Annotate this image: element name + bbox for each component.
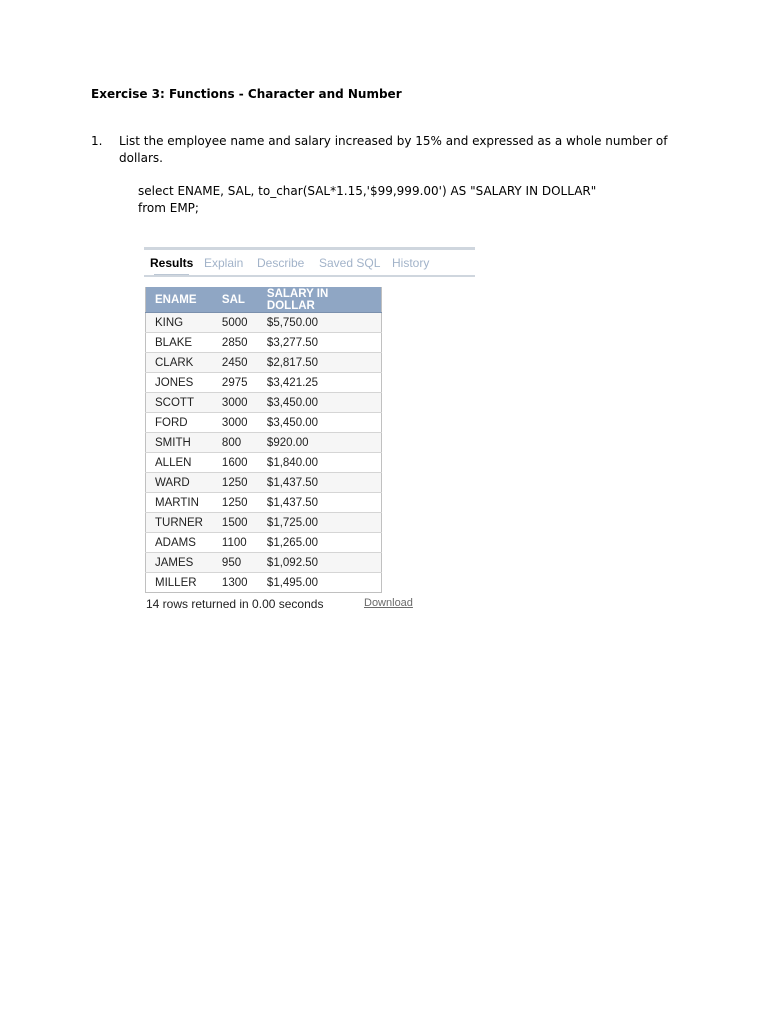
cell-sal: 1100 [213, 533, 258, 553]
rows-returned-status: 14 rows returned in 0.00 seconds [146, 597, 324, 611]
cell-ename: FORD [146, 413, 213, 433]
tab-bar-bottom-border [144, 275, 475, 277]
cell-sal: 1300 [213, 573, 258, 593]
cell-ename: ALLEN [146, 453, 213, 473]
cell-salary-in-dollar: $3,277.50 [258, 333, 382, 353]
cell-sal: 2850 [213, 333, 258, 353]
cell-sal: 3000 [213, 393, 258, 413]
results-tab-bar [144, 247, 475, 277]
table-row [146, 333, 382, 353]
cell-ename: TURNER [146, 513, 213, 533]
cell-sal: 3000 [213, 413, 258, 433]
table-row [146, 393, 382, 413]
table-header-row [146, 287, 382, 313]
table-row [146, 373, 382, 393]
sql-query-line-2: from EMP; [138, 201, 199, 215]
table-row [146, 473, 382, 493]
column-header-ename[interactable]: ENAME [146, 287, 213, 313]
cell-sal: 950 [213, 553, 258, 573]
cell-salary-in-dollar: $3,450.00 [258, 393, 382, 413]
cell-salary-in-dollar: $5,750.00 [258, 313, 382, 333]
cell-salary-in-dollar: $920.00 [258, 433, 382, 453]
cell-salary-in-dollar: $2,817.50 [258, 353, 382, 373]
tab-saved-sql[interactable]: Saved SQL [319, 256, 381, 270]
cell-salary-in-dollar: $1,840.00 [258, 453, 382, 473]
cell-salary-in-dollar: $3,421.25 [258, 373, 382, 393]
cell-ename: CLARK [146, 353, 213, 373]
table-row [146, 313, 382, 333]
cell-salary-in-dollar: $3,450.00 [258, 413, 382, 433]
cell-ename: MARTIN [146, 493, 213, 513]
cell-ename: JAMES [146, 553, 213, 573]
cell-salary-in-dollar: $1,092.50 [258, 553, 382, 573]
cell-salary-in-dollar: $1,495.00 [258, 573, 382, 593]
table-row [146, 353, 382, 373]
column-header-salary-in-dollar[interactable]: SALARY IN DOLLAR [258, 287, 382, 313]
table-row [146, 573, 382, 593]
cell-ename: MILLER [146, 573, 213, 593]
cell-ename: SCOTT [146, 393, 213, 413]
table-row [146, 453, 382, 473]
sql-query-line-1: select ENAME, SAL, to_char(SAL*1.15,'$99,999.00') AS "SALARY IN DOLLAR" [138, 184, 597, 198]
cell-sal: 2450 [213, 353, 258, 373]
table-row [146, 553, 382, 573]
cell-sal: 2975 [213, 373, 258, 393]
tab-describe[interactable]: Describe [257, 256, 305, 270]
table-row [146, 433, 382, 453]
download-link[interactable]: Download [364, 597, 413, 609]
tab-explain[interactable]: Explain [204, 256, 244, 270]
cell-sal: 5000 [213, 313, 258, 333]
cell-ename: KING [146, 313, 213, 333]
cell-ename: BLAKE [146, 333, 213, 353]
cell-ename: JONES [146, 373, 213, 393]
cell-ename: ADAMS [146, 533, 213, 553]
tab-results[interactable]: Results [150, 256, 194, 270]
cell-sal: 1500 [213, 513, 258, 533]
question-text-line-1: List the employee name and salary increased by 15% and expressed as a whole number of [119, 134, 668, 148]
tab-bar-top-border [144, 247, 475, 250]
question-text-line-2: dollars. [119, 151, 163, 165]
tab-history[interactable]: History [392, 256, 430, 270]
cell-salary-in-dollar: $1,265.00 [258, 533, 382, 553]
cell-ename: SMITH [146, 433, 213, 453]
table-row [146, 493, 382, 513]
exercise-title: Exercise 3: Functions - Character and Number [91, 87, 402, 101]
results-table [145, 287, 382, 593]
cell-sal: 1250 [213, 493, 258, 513]
table-row [146, 533, 382, 553]
results-table-body [146, 313, 382, 593]
table-row [146, 513, 382, 533]
table-row [146, 413, 382, 433]
cell-sal: 1600 [213, 453, 258, 473]
column-header-sal[interactable]: SAL [213, 287, 258, 313]
cell-salary-in-dollar: $1,437.50 [258, 473, 382, 493]
cell-salary-in-dollar: $1,725.00 [258, 513, 382, 533]
cell-salary-in-dollar: $1,437.50 [258, 493, 382, 513]
cell-ename: WARD [146, 473, 213, 493]
cell-sal: 800 [213, 433, 258, 453]
question-number: 1. [91, 134, 103, 148]
cell-sal: 1250 [213, 473, 258, 493]
